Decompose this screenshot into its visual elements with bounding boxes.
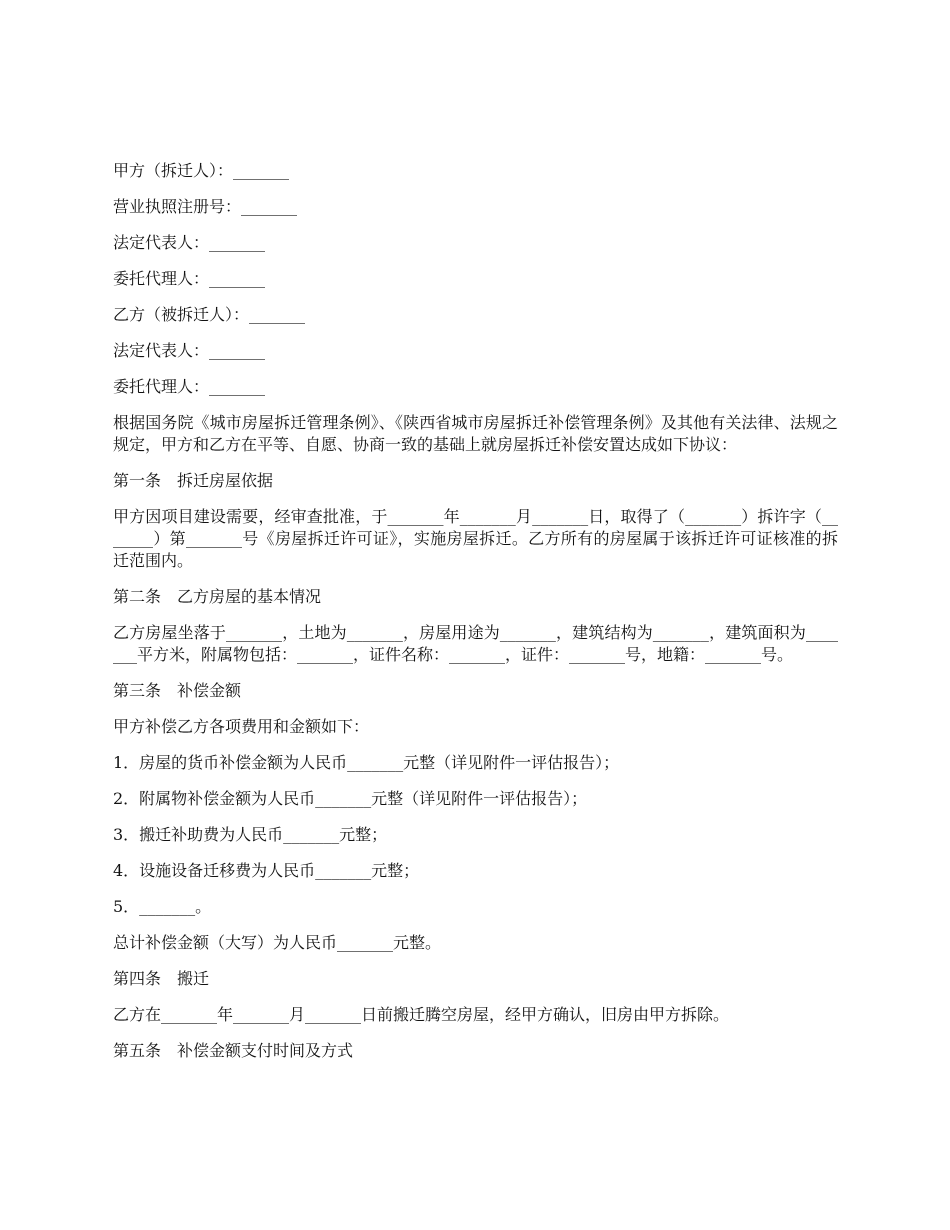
party-a-title: 甲方（拆迁人）：_______	[113, 161, 290, 180]
article-1-body: 甲方因项目建设需要，经审查批准，于_______年_______月_______日，取得了（_______）拆许字（_______）第_______号《房屋拆迁许可证》，实施房屋拆迁。乙方所有的房屋属于该拆迁许可证核准的拆迁范围内。	[113, 507, 838, 570]
article-3-intro: 甲方补偿乙方各项费用和金额如下：	[113, 717, 370, 736]
article-3-heading: 第三条 补偿金额	[113, 681, 242, 700]
article-3-item: 5．_______。	[113, 897, 212, 916]
article-1-heading: 第一条 拆迁房屋依据	[113, 471, 274, 490]
party-a-agent: 委托代理人：_______	[113, 269, 266, 288]
party-a-license-no: 营业执照注册号：_______	[113, 197, 298, 216]
article-3-total: 总计补偿金额（大写）为人民币_______元整。	[113, 933, 442, 952]
article-3-item: 1．房屋的货币补偿金额为人民币_______元整（详见附件一评估报告）；	[113, 753, 620, 772]
article-3-item: 3．搬迁补助费为人民币_______元整；	[113, 825, 388, 844]
article-2-body: 乙方房屋坐落于_______，土地为_______，房屋用途为_______，建筑结构为_______，建筑面积为_______平方米，附属物包括：_______，证件名称：_______，证件：_______号，地籍：_______号。	[113, 623, 838, 664]
article-4-heading: 第四条 搬迁	[113, 969, 210, 988]
article-4-body: 乙方在_______年_______月_______日前搬迁腾空房屋，经甲方确认，旧房由甲方拆除。	[113, 1005, 730, 1024]
article-3-item: 2．附属物补偿金额为人民币_______元整（详见附件一评估报告）；	[113, 789, 588, 808]
article-3-item: 4．设施设备迁移费为人民币_______元整；	[113, 861, 420, 880]
party-b-agent: 委托代理人：_______	[113, 377, 266, 396]
article-2-heading: 第二条 乙方房屋的基本情况	[113, 587, 322, 606]
preamble-paragraph: 根据国务院《城市房屋拆迁管理条例》、《陕西省城市房屋拆迁补偿管理条例》及其他有关法律、法规之规定，甲方和乙方在平等、自愿、协商一致的基础上就房屋拆迁补偿安置达成如下协议：	[113, 413, 838, 454]
party-a-legal-rep: 法定代表人：_______	[113, 233, 266, 252]
party-b-title: 乙方（被拆迁人）：_______	[113, 305, 306, 324]
party-b-legal-rep: 法定代表人：_______	[113, 341, 266, 360]
article-5-heading: 第五条 补偿金额支付时间及方式	[113, 1041, 354, 1060]
